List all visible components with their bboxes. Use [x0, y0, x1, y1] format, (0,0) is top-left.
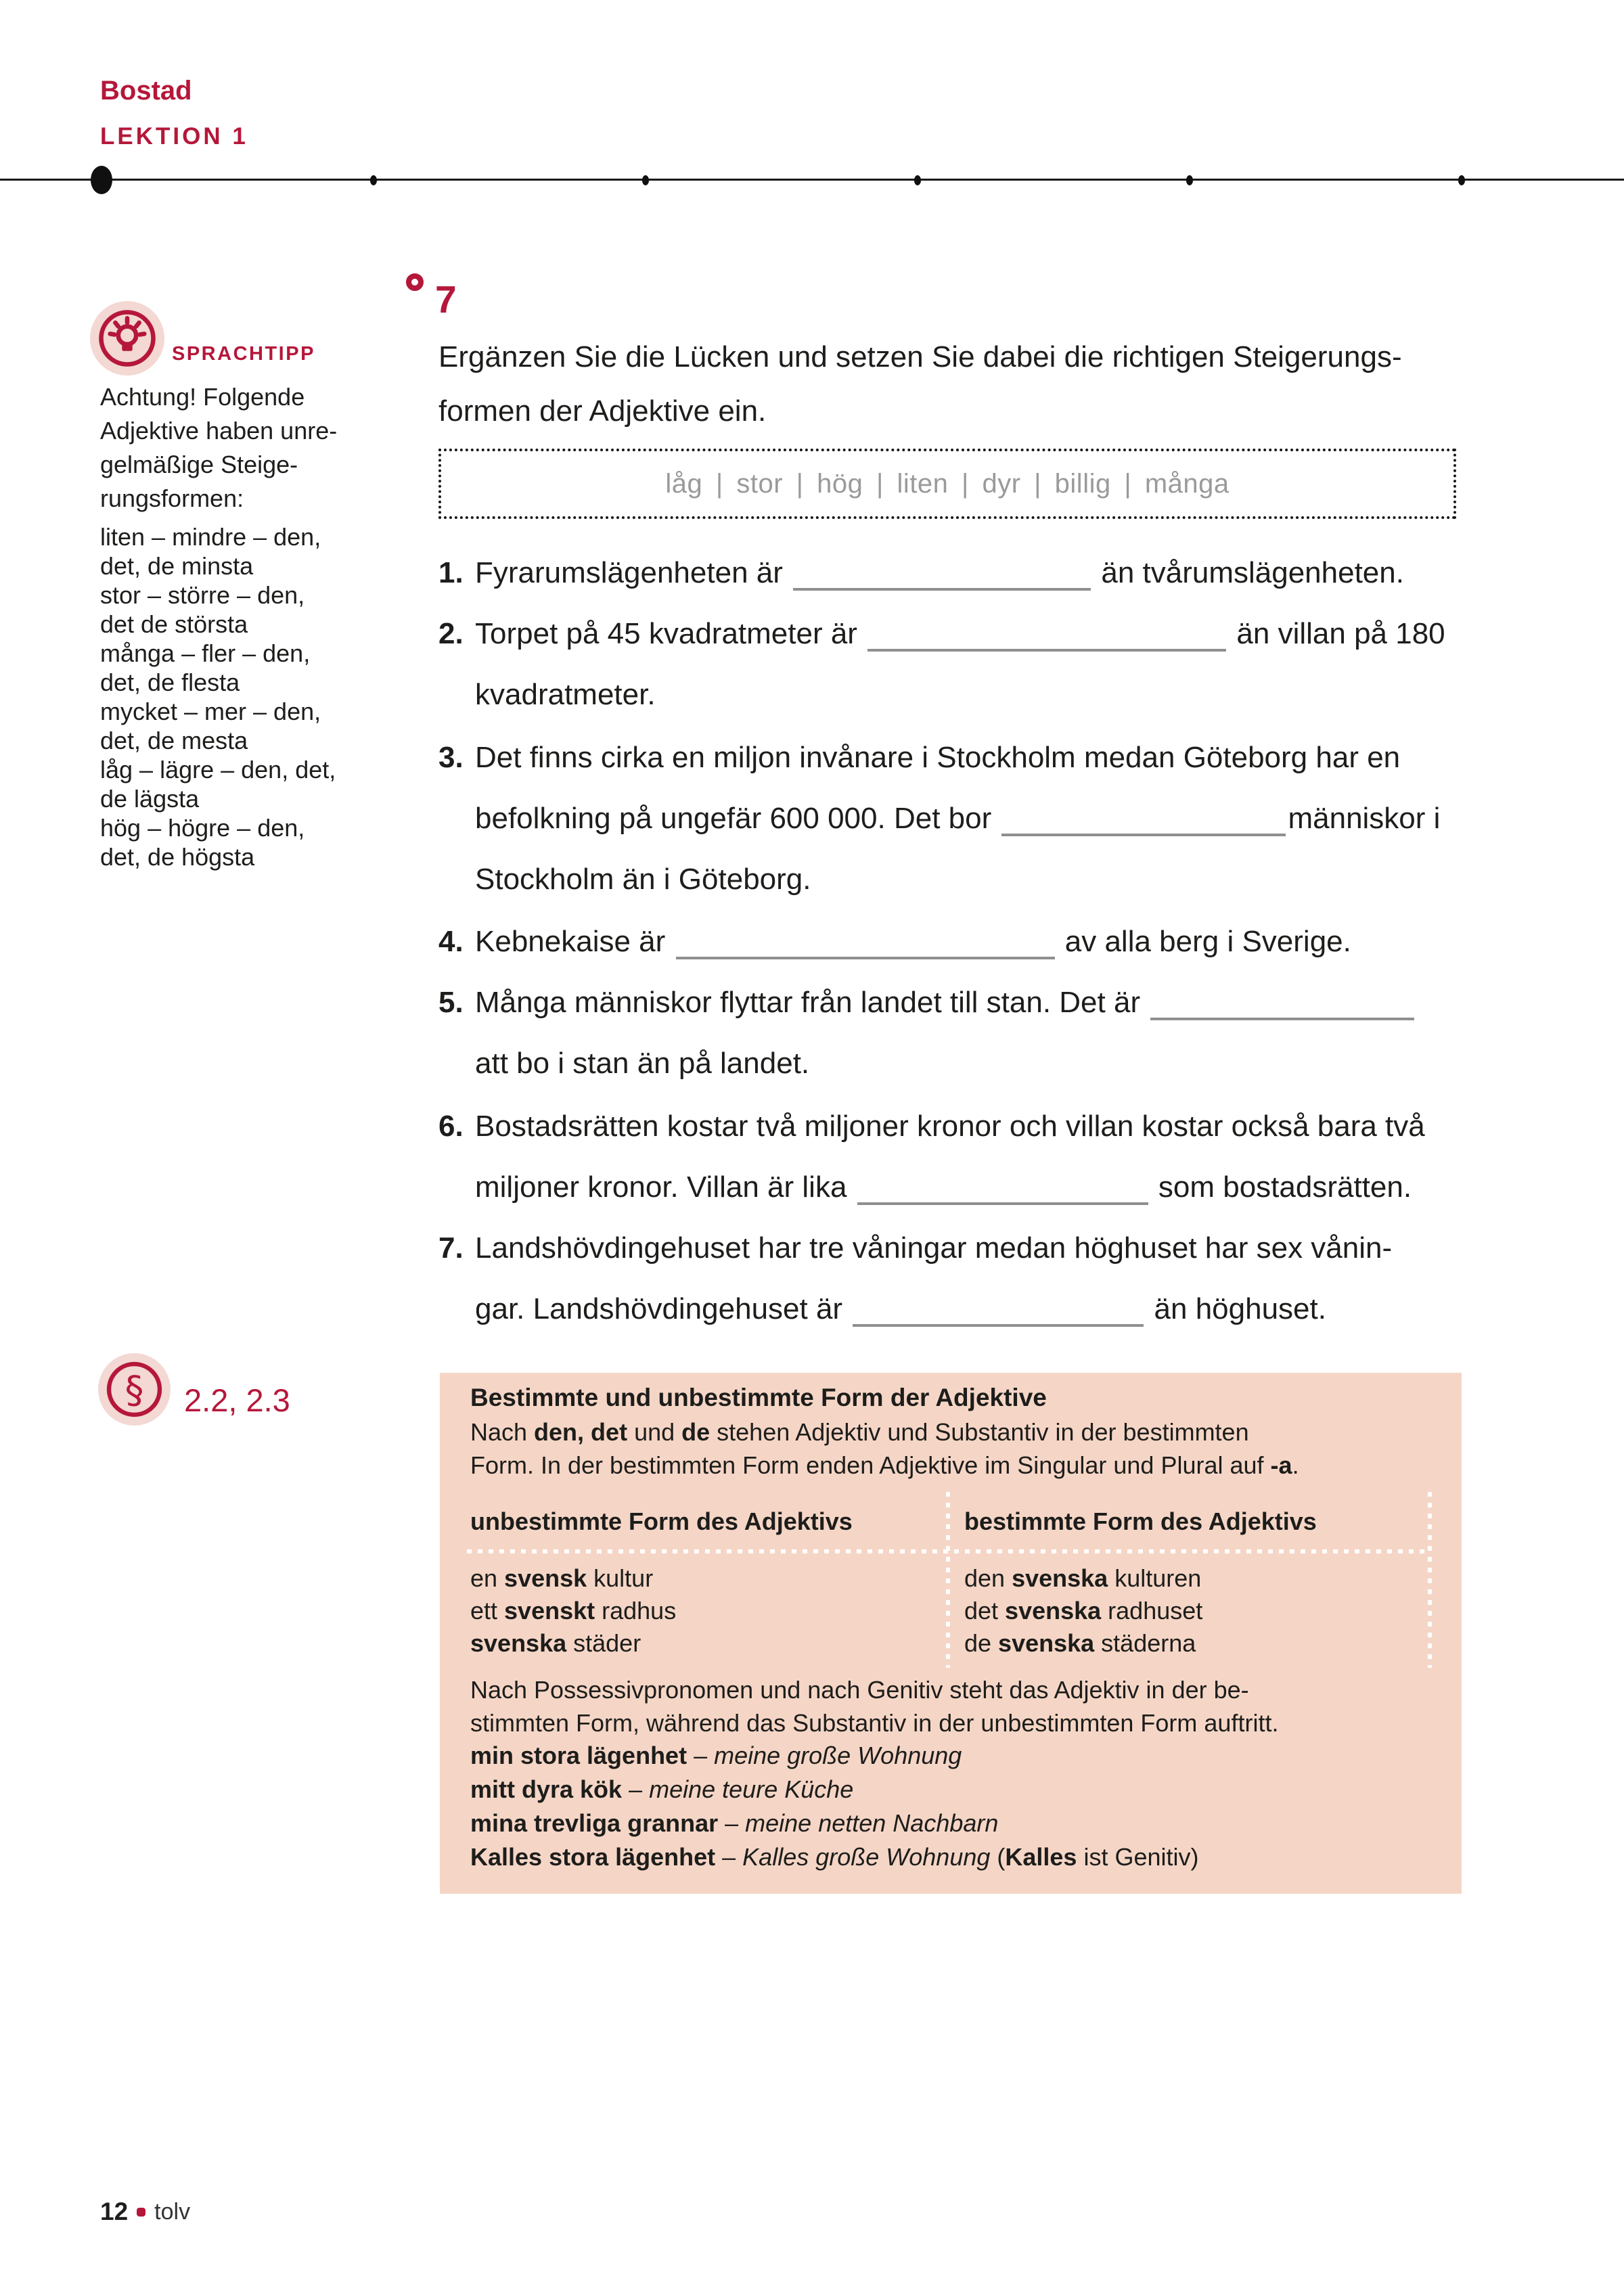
header-rule-dot — [370, 175, 377, 185]
item-number: 1. — [438, 556, 464, 589]
irregular-form-line: mycket – mer – den, — [100, 698, 321, 725]
page-number-word: tolv — [154, 2198, 191, 2225]
sprachtipp-intro — [100, 380, 452, 516]
table-column-indefinite — [470, 1562, 676, 1660]
item-text: att bo i stan än på landet. — [475, 1047, 810, 1080]
table-cell: svenska städer — [470, 1629, 641, 1657]
info-intro-line: Nach den, det und de stehen Adjektiv und Substantiv in der bestimmten — [470, 1418, 1249, 1446]
page-footer — [100, 2198, 190, 2226]
exercise-item-line — [438, 1231, 1467, 1265]
irregular-form-line: hög – högre – den, — [100, 814, 305, 842]
tip-intro-line: Achtung! Folgende — [100, 383, 305, 411]
fill-in-blank — [853, 1316, 1144, 1327]
table-cell: en svensk kultur — [470, 1564, 654, 1592]
item-text: kvadratmeter. — [475, 678, 656, 711]
header-rule-dot — [1458, 175, 1465, 185]
exercise-item-line — [438, 1047, 1504, 1081]
exercise-item-line — [438, 617, 1467, 652]
irregular-form-line: låg – lägre – den, det, — [100, 756, 336, 783]
item-text: Torpet på 45 kvadratmeter är än villan på 180 — [475, 617, 1445, 650]
info-box-intro — [470, 1415, 1299, 1482]
item-text: befolkning på ungefär 600 000. Det bor människor i — [475, 802, 1441, 835]
chapter-title: Bostad — [100, 76, 192, 106]
exercise-item-line — [438, 1292, 1504, 1327]
example-line: mitt dyra kök – meine teure Küche — [470, 1775, 854, 1803]
fill-in-blank — [793, 580, 1091, 591]
header-rule-marker — [91, 166, 112, 194]
item-text: gar. Landshövdingehuset är än höghuset. — [475, 1292, 1326, 1325]
item-text: miljoner kronor. Villan är lika som bostadsrätten. — [475, 1171, 1412, 1204]
table-right-divider — [1428, 1492, 1432, 1668]
info-box-note — [470, 1673, 1278, 1740]
fill-in-blank — [1001, 825, 1286, 836]
table-cell: de svenska städerna — [964, 1629, 1196, 1657]
irregular-form-line: stor – större – den, — [100, 581, 305, 609]
item-number: 3. — [438, 741, 464, 774]
tip-intro-line: Adjektive haben unre- — [100, 417, 338, 445]
paragraph-section-icon — [98, 1353, 171, 1426]
item-number: 5. — [438, 986, 464, 1019]
fill-in-blank — [857, 1194, 1148, 1205]
page-number: 12 — [100, 2198, 129, 2225]
item-text: Det finns cirka en miljon invånare i Stockholm medan Göteborg har en — [475, 741, 1401, 774]
exercise-item-line — [438, 863, 1504, 896]
item-text: Stockholm än i Göteborg. — [475, 863, 811, 896]
table-cell: ett svenskt radhus — [470, 1597, 677, 1624]
irregular-form-line: de lägsta — [100, 785, 200, 813]
exercise-item-line — [438, 678, 1504, 712]
item-number: 2. — [438, 617, 464, 650]
info-intro-line: Form. In der bestimmten Form enden Adjektive im Singular und Plural auf -a. — [470, 1451, 1299, 1479]
header-rule — [0, 179, 1624, 181]
example-line: mina trevliga grannar – meine netten Nachbarn — [470, 1809, 999, 1837]
info-note-line: stimmten Form, während das Substantiv in der unbestimmten Form auftritt. — [470, 1709, 1279, 1737]
irregular-form-line: det, de flesta — [100, 668, 240, 696]
lesson-title: LEKTION 1 — [100, 123, 248, 150]
irregular-form-line: många – fler – den, — [100, 639, 311, 667]
table-column-definite — [964, 1562, 1202, 1660]
table-header-indefinite: unbestimmte Form des Adjektivs — [470, 1507, 853, 1535]
header-rule-dot — [914, 175, 921, 185]
item-text: Många människor flyttar från landet till stan. Det är — [475, 986, 1416, 1019]
info-box-title: Bestimmte und unbestimmte Form der Adjektive — [470, 1384, 1047, 1411]
irregular-forms-list — [100, 522, 452, 871]
item-text: Kebnekaise är av alla berg i Sverige. — [475, 925, 1351, 958]
exercise-item-line — [438, 1171, 1504, 1205]
table-cell: det svenska radhuset — [964, 1597, 1203, 1624]
sprachtipp-label: SPRACHTIPP — [172, 343, 315, 365]
header-rule-dot — [642, 175, 649, 185]
info-note-line: Nach Possessivpronomen und nach Genitiv steht das Adjektiv in der be- — [470, 1676, 1249, 1704]
item-number: 6. — [438, 1110, 464, 1143]
grammar-section-ref: 2.2, 2.3 — [184, 1382, 290, 1418]
item-number: 4. — [438, 925, 464, 958]
irregular-form-line: liten – mindre – den, — [100, 523, 321, 551]
irregular-form-line: det de största — [100, 610, 248, 638]
svg-text:§: § — [125, 1367, 144, 1412]
word-bank-box — [438, 449, 1456, 519]
exercise-item-line — [438, 802, 1504, 836]
instruction-line: formen der Adjektive ein. — [438, 394, 767, 428]
example-line: Kalles stora lägenhet – Kalles große Wohnung (Kalles ist Genitiv) — [470, 1843, 1199, 1871]
exercise-item-line — [438, 925, 1467, 959]
item-text: Landshövdingehuset har tre våningar medan höghuset har sex vånin- — [475, 1231, 1393, 1265]
exercise-number: 7 — [435, 278, 457, 321]
header-rule-dot — [1186, 175, 1193, 185]
fill-in-blank — [867, 641, 1226, 652]
instruction-line: Ergänzen Sie die Lücken und setzen Sie dabei die richtigen Steigerungs- — [438, 340, 1402, 373]
footer-dot-icon — [137, 2208, 145, 2217]
table-column-divider — [946, 1492, 950, 1668]
irregular-form-line: det, de mesta — [100, 727, 248, 754]
lightbulb-icon — [90, 301, 164, 376]
task-ring-icon — [406, 273, 424, 291]
exercise-item-line — [438, 556, 1467, 591]
grammar-info-box — [440, 1373, 1462, 1894]
exercise-instruction — [438, 330, 1402, 438]
exercise-item-line — [438, 986, 1467, 1020]
word-bank-words: låg | stor | hög | liten | dyr | billig | många — [665, 468, 1230, 499]
item-text: Fyrarumslägenheten är än tvårumslägenheten. — [475, 556, 1404, 589]
fill-in-blank — [676, 949, 1055, 959]
table-header-definite: bestimmte Form des Adjektivs — [964, 1507, 1317, 1535]
exercise-item-line — [438, 1110, 1467, 1143]
table-cell: den svenska kulturen — [964, 1564, 1202, 1592]
tip-intro-line: gelmäßige Steige- — [100, 451, 298, 478]
fill-in-blank — [1150, 1009, 1414, 1020]
item-text: Bostadsrätten kostar två miljoner kronor och villan kostar också bara två — [475, 1110, 1425, 1143]
irregular-form-line: det, de högsta — [100, 843, 255, 871]
tip-intro-line: rungsformen: — [100, 484, 244, 512]
irregular-form-line: det, de minsta — [100, 552, 254, 580]
item-number: 7. — [438, 1231, 464, 1265]
exercise-item-line — [438, 741, 1467, 775]
example-line: min stora lägenhet – meine große Wohnung — [470, 1742, 962, 1769]
info-box-examples — [470, 1739, 1199, 1874]
